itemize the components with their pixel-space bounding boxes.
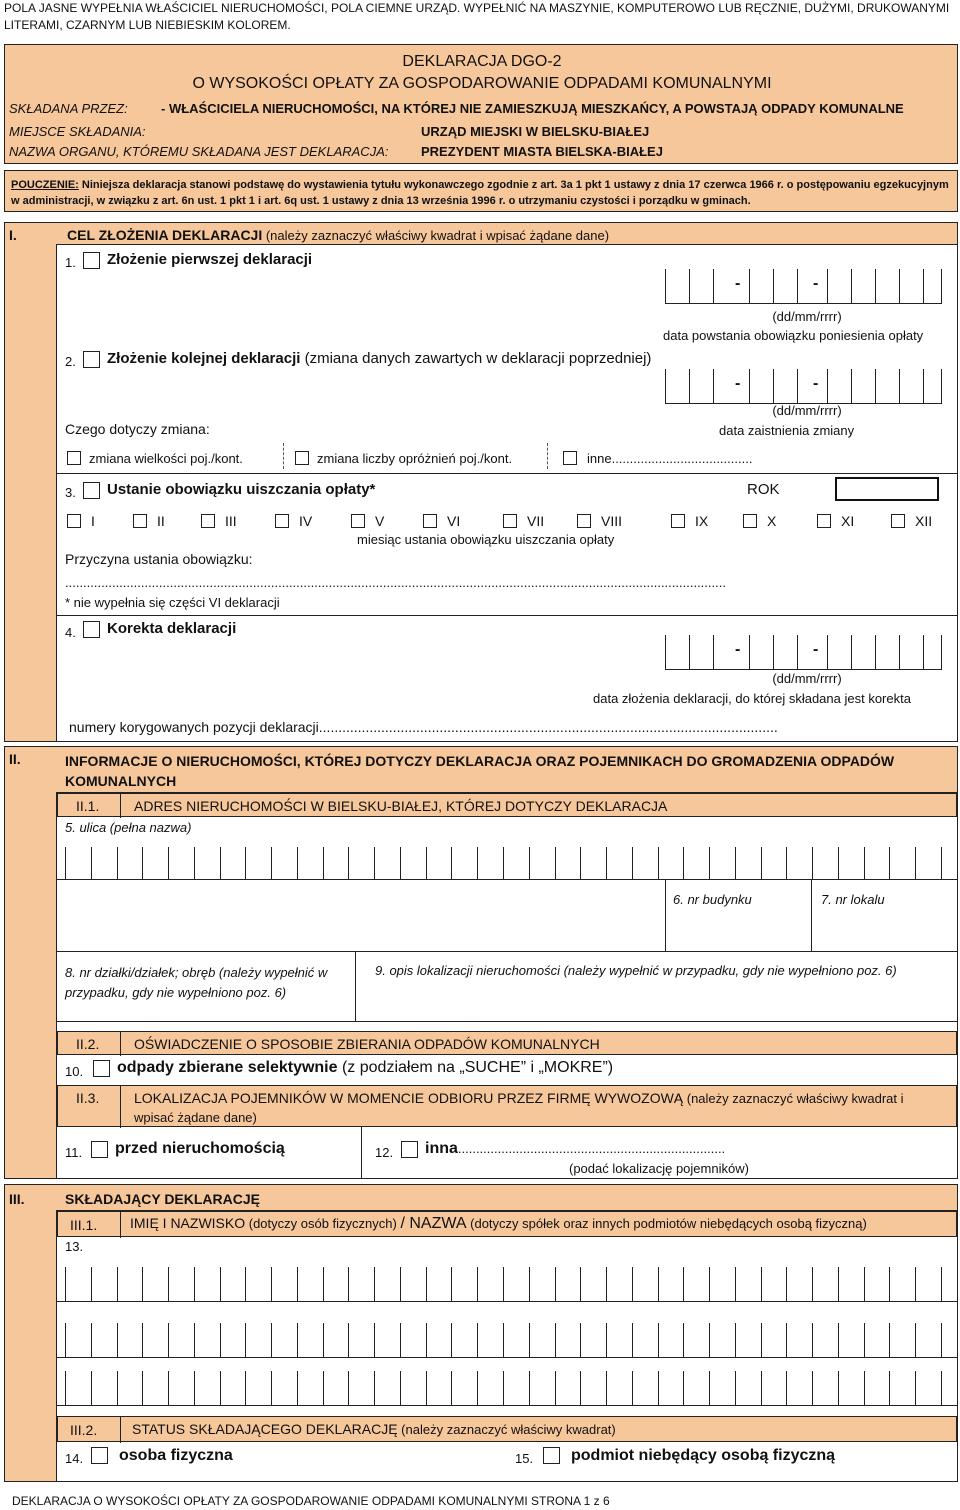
char-cell-divider bbox=[683, 1267, 684, 1301]
char-cell-divider bbox=[117, 1371, 118, 1405]
char-cell-divider bbox=[580, 1267, 581, 1301]
item4-num: 4. bbox=[65, 625, 76, 640]
s21-num: II.1. bbox=[76, 798, 100, 814]
section3-title: SKŁADAJĄCY DEKLARACJĘ bbox=[65, 1191, 260, 1207]
section2-num: II. bbox=[9, 751, 21, 767]
opt2-checkbox[interactable] bbox=[295, 451, 309, 465]
char-cell-divider bbox=[683, 1371, 684, 1405]
item14-num: 14. bbox=[65, 1451, 84, 1466]
divider-2-3 bbox=[57, 473, 957, 474]
char-cell-divider bbox=[271, 1267, 272, 1301]
char-cell-divider bbox=[245, 847, 246, 879]
char-cell-divider bbox=[889, 1267, 890, 1301]
char-cell-divider bbox=[374, 1371, 375, 1405]
skladana-label: SKŁADANA PRZEZ: bbox=[9, 101, 128, 116]
item3-num: 3. bbox=[65, 485, 76, 500]
char-cell-divider bbox=[477, 1371, 478, 1405]
char-cell-divider bbox=[426, 1323, 427, 1357]
char-cell-divider bbox=[683, 1323, 684, 1357]
month-checkbox-V[interactable] bbox=[351, 514, 365, 528]
opt1-checkbox[interactable] bbox=[67, 451, 81, 465]
s23-heading bbox=[134, 1089, 934, 1127]
char-cell-divider bbox=[91, 1371, 92, 1405]
char-cell-divider bbox=[142, 847, 143, 879]
char-cell-divider bbox=[117, 847, 118, 879]
char-cell-divider bbox=[838, 1371, 839, 1405]
item15-checkbox[interactable] bbox=[543, 1447, 560, 1464]
opt1-label: zmiana wielkości poj./kont. bbox=[89, 451, 243, 466]
char-cell-divider bbox=[735, 847, 736, 879]
footnote: * nie wypełnia się części VI deklaracji bbox=[65, 595, 280, 610]
item11-checkbox[interactable] bbox=[91, 1141, 108, 1158]
miejsce-value: URZĄD MIEJSKI W BIELSKU-BIAŁEJ bbox=[421, 124, 650, 139]
rok-field[interactable] bbox=[835, 477, 939, 501]
char-cell-divider bbox=[503, 1371, 504, 1405]
char-cell-divider bbox=[168, 1323, 169, 1357]
s32-num: III.2. bbox=[70, 1422, 98, 1438]
pouczenie-box bbox=[4, 170, 958, 212]
month-checkbox-X[interactable] bbox=[743, 514, 757, 528]
char-cell-divider bbox=[915, 1323, 916, 1357]
char-cell-divider bbox=[658, 1371, 659, 1405]
dzialka-label[interactable]: 8. nr działki/działek; obręb (należy wypełnić w przypadku, gdy nie wypełniono poz. 6) bbox=[65, 965, 328, 1000]
char-cell-divider bbox=[580, 847, 581, 879]
ulica-field[interactable] bbox=[65, 847, 945, 879]
pouczenie-text: Niniejsza deklaracja stanowi podstawę do wystawienia tytułu wykonawczego zgodnie z art. 3a 1 pkt 1 ustawy z dnia 17 czerwca 1966 r. o postępowaniu egzekucyjnym w administracji, w związku z art. 6n ust. 1 pkt 1 i art. 6q ust. 1 ustawy z dnia 13 września 1996 r. o utrzymaniu czystości i porządku w gminach. bbox=[11, 179, 949, 207]
item15-label: podmiot niebędący osobą fizyczną bbox=[571, 1447, 836, 1464]
char-cell-divider bbox=[786, 847, 787, 879]
item1-checkbox[interactable] bbox=[83, 252, 100, 269]
section1-note: (należy zaznaczyć właściwy kwadrat i wpisać żądane dane) bbox=[262, 228, 610, 243]
month-label-II: II bbox=[157, 513, 165, 529]
char-cell-divider bbox=[735, 1323, 736, 1357]
char-cell-divider bbox=[348, 1371, 349, 1405]
char-cell-divider bbox=[864, 1371, 865, 1405]
char-cell-divider bbox=[194, 1323, 195, 1357]
char-cell-divider bbox=[864, 1323, 865, 1357]
top-note: POLA JASNE WYPEŁNIA WŁAŚCICIEL NIERUCHOMOŚCI, POLA CIEMNE URZĄD. WYPEŁNIĆ NA MASZYNIE, KOMPUTEROWO LUB RĘCZNIE, DUŻYMI, DRUKOWANYMI LITERAMI, CZARNYM LUB NIEBIESKIM KOLOREM. bbox=[4, 1, 950, 32]
char-cell-divider bbox=[220, 1323, 221, 1357]
char-cell-divider bbox=[323, 847, 324, 879]
char-cell-divider bbox=[941, 847, 942, 879]
char-cell-divider bbox=[426, 1371, 427, 1405]
date4-field[interactable]: - - bbox=[665, 635, 941, 669]
char-cell-divider bbox=[709, 1323, 710, 1357]
char-cell-divider bbox=[786, 1323, 787, 1357]
s32-title: STATUS SKŁADAJĄCEGO DEKLARACJĘ bbox=[132, 1421, 398, 1437]
char-cell-divider bbox=[555, 1267, 556, 1301]
char-cell-divider bbox=[117, 1267, 118, 1301]
char-cell-divider bbox=[194, 847, 195, 879]
item3-label: Ustanie obowiązku uiszczania opłaty* bbox=[107, 481, 376, 498]
s21-header bbox=[57, 793, 957, 817]
char-cell-divider bbox=[400, 1323, 401, 1357]
char-cell-divider bbox=[503, 1267, 504, 1301]
char-cell-divider bbox=[889, 1323, 890, 1357]
char-cell-divider bbox=[142, 1323, 143, 1357]
item3-checkbox[interactable] bbox=[83, 482, 100, 499]
przyczyna-dots[interactable]: ....................................................................................................................................................................................... bbox=[65, 575, 726, 590]
char-cell-divider bbox=[220, 847, 221, 879]
form-title: DEKLARACJA DGO-2 bbox=[402, 53, 562, 70]
char-cell-divider bbox=[941, 1371, 942, 1405]
section1-num: I. bbox=[9, 227, 17, 243]
char-cell-divider bbox=[348, 1323, 349, 1357]
przyczyna-label: Przyczyna ustania obowiązku: bbox=[65, 551, 253, 567]
month-label-III: III bbox=[225, 513, 237, 529]
month-label-I: I bbox=[91, 513, 95, 529]
s32-heading bbox=[132, 1421, 616, 1439]
s32-note: (należy zaznaczyć właściwy kwadrat) bbox=[397, 1422, 616, 1437]
item1-label: Złożenie pierwszej deklaracji bbox=[107, 251, 313, 268]
month-label-XI: XI bbox=[841, 513, 855, 529]
divider-3-4 bbox=[57, 615, 957, 616]
char-cell-divider bbox=[65, 1267, 66, 1301]
month-label-VI: VI bbox=[447, 513, 461, 529]
char-cell-divider bbox=[477, 1267, 478, 1301]
item10-heading bbox=[117, 1059, 613, 1077]
char-cell-divider bbox=[91, 847, 92, 879]
char-cell-divider bbox=[348, 847, 349, 879]
char-cell-divider bbox=[838, 1323, 839, 1357]
budynek-label[interactable]: 6. nr budynku bbox=[673, 892, 752, 907]
section3-num: III. bbox=[9, 1191, 25, 1207]
s23-header bbox=[57, 1085, 957, 1127]
month-checkbox-VII[interactable] bbox=[503, 514, 517, 528]
char-cell-divider bbox=[91, 1267, 92, 1301]
item2-checkbox[interactable] bbox=[83, 351, 100, 368]
month-label-VIII: VIII bbox=[601, 513, 623, 529]
item2-note: (zmiana danych zawartych w deklaracji poprzedniej) bbox=[300, 350, 652, 367]
name-field-row3[interactable] bbox=[65, 1371, 945, 1405]
opt-divider-1 bbox=[283, 443, 284, 469]
item10-checkbox[interactable] bbox=[93, 1060, 110, 1077]
char-cell-divider bbox=[864, 1267, 865, 1301]
char-cell-divider bbox=[297, 1267, 298, 1301]
char-cell-divider bbox=[889, 847, 890, 879]
char-cell-divider bbox=[168, 847, 169, 879]
char-cell-divider bbox=[323, 1323, 324, 1357]
item12-caption: (podać lokalizację pojemników) bbox=[569, 1161, 749, 1176]
item10-num: 10. bbox=[65, 1064, 84, 1079]
item12-heading[interactable] bbox=[425, 1140, 725, 1158]
char-cell-divider bbox=[194, 1371, 195, 1405]
s23-num: II.3. bbox=[76, 1090, 100, 1106]
char-cell-divider bbox=[503, 1323, 504, 1357]
char-cell-divider bbox=[812, 1323, 813, 1357]
char-cell-divider bbox=[503, 847, 504, 879]
item2-num: 2. bbox=[65, 354, 76, 369]
char-cell-divider bbox=[786, 1371, 787, 1405]
month-checkbox-XI[interactable] bbox=[817, 514, 831, 528]
char-cell-divider bbox=[606, 847, 607, 879]
s31-num: III.1. bbox=[70, 1217, 98, 1233]
item11-num: 11. bbox=[65, 1145, 83, 1160]
item10-note: (z podziałem na „SUCHE” i „MOKRE”) bbox=[337, 1059, 614, 1076]
char-cell-divider bbox=[168, 1371, 169, 1405]
section1-content bbox=[56, 244, 958, 742]
item4-label: Korekta deklaracji bbox=[107, 620, 237, 637]
s23-title: LOKALIZACJA POJEMNIKÓW W MOMENCIE ODBIORU PRZEZ FIRMĘ WYWOZOWĄ bbox=[134, 1090, 684, 1106]
month-label-IX: IX bbox=[695, 513, 709, 529]
char-cell-divider bbox=[838, 847, 839, 879]
item12-checkbox[interactable] bbox=[401, 1141, 418, 1158]
char-cell-divider bbox=[632, 1371, 633, 1405]
char-cell-divider bbox=[761, 1323, 762, 1357]
char-cell-divider bbox=[374, 847, 375, 879]
char-cell-divider bbox=[91, 1323, 92, 1357]
char-cell-divider bbox=[348, 1267, 349, 1301]
date2-field[interactable]: - - bbox=[665, 369, 941, 403]
form-subtitle: O WYSOKOŚCI OPŁATY ZA GOSPODAROWANIE ODPADAMI KOMUNALNYMI bbox=[192, 75, 772, 92]
section2-content bbox=[56, 792, 958, 1179]
char-cell-divider bbox=[812, 1371, 813, 1405]
opis-label[interactable]: 9. opis lokalizacji nieruchomości (należy wypełnić w przypadku, gdy nie wypełniono poz. 6) bbox=[375, 963, 897, 978]
char-cell-divider bbox=[941, 1267, 942, 1301]
char-cell-divider bbox=[632, 1323, 633, 1357]
header-box bbox=[4, 44, 958, 164]
char-cell-divider bbox=[709, 847, 710, 879]
char-cell-divider bbox=[400, 1371, 401, 1405]
month-checkbox-I[interactable] bbox=[67, 514, 81, 528]
char-cell-divider bbox=[400, 1267, 401, 1301]
rok-label: ROK bbox=[747, 481, 780, 498]
char-cell-divider bbox=[245, 1371, 246, 1405]
char-cell-divider bbox=[555, 1371, 556, 1405]
char-cell-divider bbox=[451, 1267, 452, 1301]
char-cell-divider bbox=[632, 847, 633, 879]
month-checkbox-IX[interactable] bbox=[671, 514, 685, 528]
char-cell-divider bbox=[941, 1323, 942, 1357]
char-cell-divider bbox=[451, 1371, 452, 1405]
s21-title: ADRES NIERUCHOMOŚCI W BIELSKU-BIAŁEJ, KTÓREJ DOTYCZY DEKLARACJA bbox=[134, 798, 668, 814]
opt3-label: inne....................................... bbox=[587, 451, 753, 466]
month-label-VII: VII bbox=[527, 513, 545, 529]
opt-divider-2 bbox=[547, 443, 548, 469]
char-cell-divider bbox=[580, 1371, 581, 1405]
s22-title: OŚWIADCZENIE O SPOSOBIE ZBIERANIA ODPADÓW KOMUNALNYCH bbox=[134, 1036, 600, 1052]
char-cell-divider bbox=[529, 847, 530, 879]
item14-checkbox[interactable] bbox=[91, 1447, 108, 1464]
numery-field[interactable]: numery korygowanych pozycji deklaracji...................................................................................................................... bbox=[69, 719, 778, 735]
char-cell-divider bbox=[297, 1371, 298, 1405]
char-cell-divider bbox=[889, 1371, 890, 1405]
char-cell-divider bbox=[245, 1267, 246, 1301]
months-caption: miesiąc ustania obowiązku uiszczania opłaty bbox=[357, 532, 615, 547]
miejsce-label: MIEJSCE SKŁADANIA: bbox=[9, 124, 146, 139]
pouczenie-label: POUCZENIE: bbox=[11, 179, 79, 191]
s22-num: II.2. bbox=[76, 1036, 100, 1052]
char-cell-divider bbox=[323, 1371, 324, 1405]
item12-label: inna bbox=[425, 1140, 458, 1157]
char-cell-divider bbox=[65, 1323, 66, 1357]
month-checkbox-III[interactable] bbox=[201, 514, 215, 528]
month-label-X: X bbox=[767, 513, 777, 529]
char-cell-divider bbox=[220, 1267, 221, 1301]
s31-header bbox=[57, 1211, 957, 1237]
month-checkbox-II[interactable] bbox=[133, 514, 147, 528]
char-cell-divider bbox=[632, 1267, 633, 1301]
char-cell-divider bbox=[194, 1267, 195, 1301]
opt3-checkbox[interactable] bbox=[563, 451, 577, 465]
item10-label: odpady zbierane selektywnie bbox=[117, 1059, 338, 1076]
char-cell-divider bbox=[426, 1267, 427, 1301]
char-cell-divider bbox=[142, 1371, 143, 1405]
section1-title: CEL ZŁOŻENIA DEKLARACJI bbox=[67, 227, 263, 243]
s23-note: (należy zaznaczyć właściwy kwadrat i wpisać żądane dane) bbox=[134, 1091, 904, 1125]
char-cell-divider bbox=[451, 1323, 452, 1357]
item15-num: 15. bbox=[515, 1451, 534, 1466]
char-cell-divider bbox=[786, 1267, 787, 1301]
char-cell-divider bbox=[477, 847, 478, 879]
month-checkbox-VIII[interactable] bbox=[577, 514, 591, 528]
char-cell-divider bbox=[271, 847, 272, 879]
date1-caption: data powstania obowiązku poniesienia opłaty bbox=[663, 328, 924, 343]
czego-label: Czego dotyczy zmiana: bbox=[65, 421, 210, 437]
char-cell-divider bbox=[297, 1323, 298, 1357]
char-cell-divider bbox=[529, 1323, 530, 1357]
date1-field[interactable]: - - bbox=[665, 269, 941, 303]
s31-note1: (dotyczy osób fizycznych) bbox=[245, 1216, 401, 1231]
item4-checkbox[interactable] bbox=[83, 621, 100, 638]
item13-num: 13. bbox=[65, 1239, 84, 1254]
char-cell-divider bbox=[555, 847, 556, 879]
item1-num: 1. bbox=[65, 255, 76, 270]
char-cell-divider bbox=[812, 1267, 813, 1301]
char-cell-divider bbox=[65, 1371, 66, 1405]
date2-caption: data zaistnienia zmiany bbox=[719, 423, 855, 438]
date4-format: (dd/mm/rrrr) bbox=[772, 671, 842, 686]
skladana-value: - WŁAŚCICIELA NIERUCHOMOŚCI, NA KTÓREJ NIE ZAMIESZKUJĄ MIESZKAŃCY, A POWSTAJĄ ODPADY KOMUNALNE bbox=[161, 101, 904, 116]
s31-heading bbox=[130, 1215, 867, 1233]
char-cell-divider bbox=[838, 1267, 839, 1301]
item11-label: przed nieruchomością bbox=[115, 1140, 285, 1157]
char-cell-divider bbox=[606, 1267, 607, 1301]
char-cell-divider bbox=[606, 1371, 607, 1405]
char-cell-divider bbox=[761, 1371, 762, 1405]
month-checkbox-XII[interactable] bbox=[891, 514, 905, 528]
char-cell-divider bbox=[323, 1267, 324, 1301]
char-cell-divider bbox=[451, 847, 452, 879]
months-row bbox=[57, 511, 957, 533]
char-cell-divider bbox=[735, 1267, 736, 1301]
month-checkbox-VI[interactable] bbox=[423, 514, 437, 528]
organ-value: PREZYDENT MIASTA BIELSKA-BIAŁEJ bbox=[421, 144, 663, 159]
date1-format: (dd/mm/rrrr) bbox=[772, 309, 842, 324]
item12-num: 12. bbox=[375, 1145, 394, 1160]
char-cell-divider bbox=[271, 1371, 272, 1405]
char-cell-divider bbox=[761, 1267, 762, 1301]
item12-dots: .......................................................................... bbox=[457, 1141, 726, 1156]
name-field-row2[interactable] bbox=[65, 1323, 945, 1357]
month-checkbox-IV[interactable] bbox=[275, 514, 289, 528]
char-cell-divider bbox=[915, 847, 916, 879]
section3-content bbox=[56, 1210, 958, 1482]
s31-slash: / NAZWA bbox=[400, 1215, 467, 1232]
char-cell-divider bbox=[683, 847, 684, 879]
s31-title: IMIĘ I NAZWISKO bbox=[130, 1215, 246, 1231]
char-cell-divider bbox=[245, 1323, 246, 1357]
char-cell-divider bbox=[580, 1323, 581, 1357]
month-label-IV: IV bbox=[299, 513, 313, 529]
char-cell-divider bbox=[426, 847, 427, 879]
char-cell-divider bbox=[658, 847, 659, 879]
char-cell-divider bbox=[864, 847, 865, 879]
footer: DEKLARACJA O WYSOKOŚCI OPŁATY ZA GOSPODAROWANIE ODPADAMI KOMUNALNYMI STRONA 1 z 6 bbox=[12, 1494, 610, 1508]
date2-format: (dd/mm/rrrr) bbox=[772, 403, 842, 418]
char-cell-divider bbox=[761, 847, 762, 879]
char-cell-divider bbox=[297, 847, 298, 879]
char-cell-divider bbox=[168, 1267, 169, 1301]
char-cell-divider bbox=[142, 1267, 143, 1301]
char-cell-divider bbox=[374, 1267, 375, 1301]
item2-heading bbox=[107, 350, 651, 367]
lokal-label[interactable]: 7. nr lokalu bbox=[821, 892, 885, 907]
s32-header bbox=[57, 1416, 957, 1442]
char-cell-divider bbox=[709, 1371, 710, 1405]
s31-note2: (dotyczy spółek oraz innych podmiotów niebędących osobą fizyczną) bbox=[466, 1216, 867, 1231]
organ-label: NAZWA ORGANU, KTÓREMU SKŁADANA JEST DEKLARACJA: bbox=[9, 144, 389, 159]
name-field-row1[interactable] bbox=[65, 1267, 945, 1301]
char-cell-divider bbox=[271, 1323, 272, 1357]
ulica-label: 5. ulica (pełna nazwa) bbox=[65, 820, 192, 835]
char-cell-divider bbox=[735, 1371, 736, 1405]
char-cell-divider bbox=[529, 1371, 530, 1405]
char-cell-divider bbox=[374, 1323, 375, 1357]
opt2-label: zmiana liczby opróżnień poj./kont. bbox=[317, 451, 513, 466]
section1-heading bbox=[67, 227, 609, 243]
char-cell-divider bbox=[658, 1267, 659, 1301]
char-cell-divider bbox=[709, 1267, 710, 1301]
char-cell-divider bbox=[812, 847, 813, 879]
char-cell-divider bbox=[529, 1267, 530, 1301]
char-cell-divider bbox=[117, 1323, 118, 1357]
char-cell-divider bbox=[400, 847, 401, 879]
char-cell-divider bbox=[65, 847, 66, 879]
section2-title: INFORMACJE O NIERUCHOMOŚCI, KTÓREJ DOTYCZY DEKLARACJA ORAZ POJEMNIKACH DO GROMADZENIA ODPADÓW KOMUNALNYCH bbox=[65, 753, 895, 789]
char-cell-divider bbox=[606, 1323, 607, 1357]
item2-label: Złożenie kolejnej deklaracji bbox=[107, 350, 301, 367]
month-label-XII: XII bbox=[915, 513, 933, 529]
month-label-V: V bbox=[375, 513, 385, 529]
char-cell-divider bbox=[555, 1323, 556, 1357]
char-cell-divider bbox=[915, 1267, 916, 1301]
char-cell-divider bbox=[477, 1323, 478, 1357]
s22-header bbox=[57, 1031, 957, 1055]
date4-caption: data złożenia deklaracji, do której składana jest korekta bbox=[593, 691, 911, 706]
char-cell-divider bbox=[915, 1371, 916, 1405]
char-cell-divider bbox=[658, 1323, 659, 1357]
char-cell-divider bbox=[220, 1371, 221, 1405]
item14-label: osoba fizyczna bbox=[119, 1447, 233, 1464]
